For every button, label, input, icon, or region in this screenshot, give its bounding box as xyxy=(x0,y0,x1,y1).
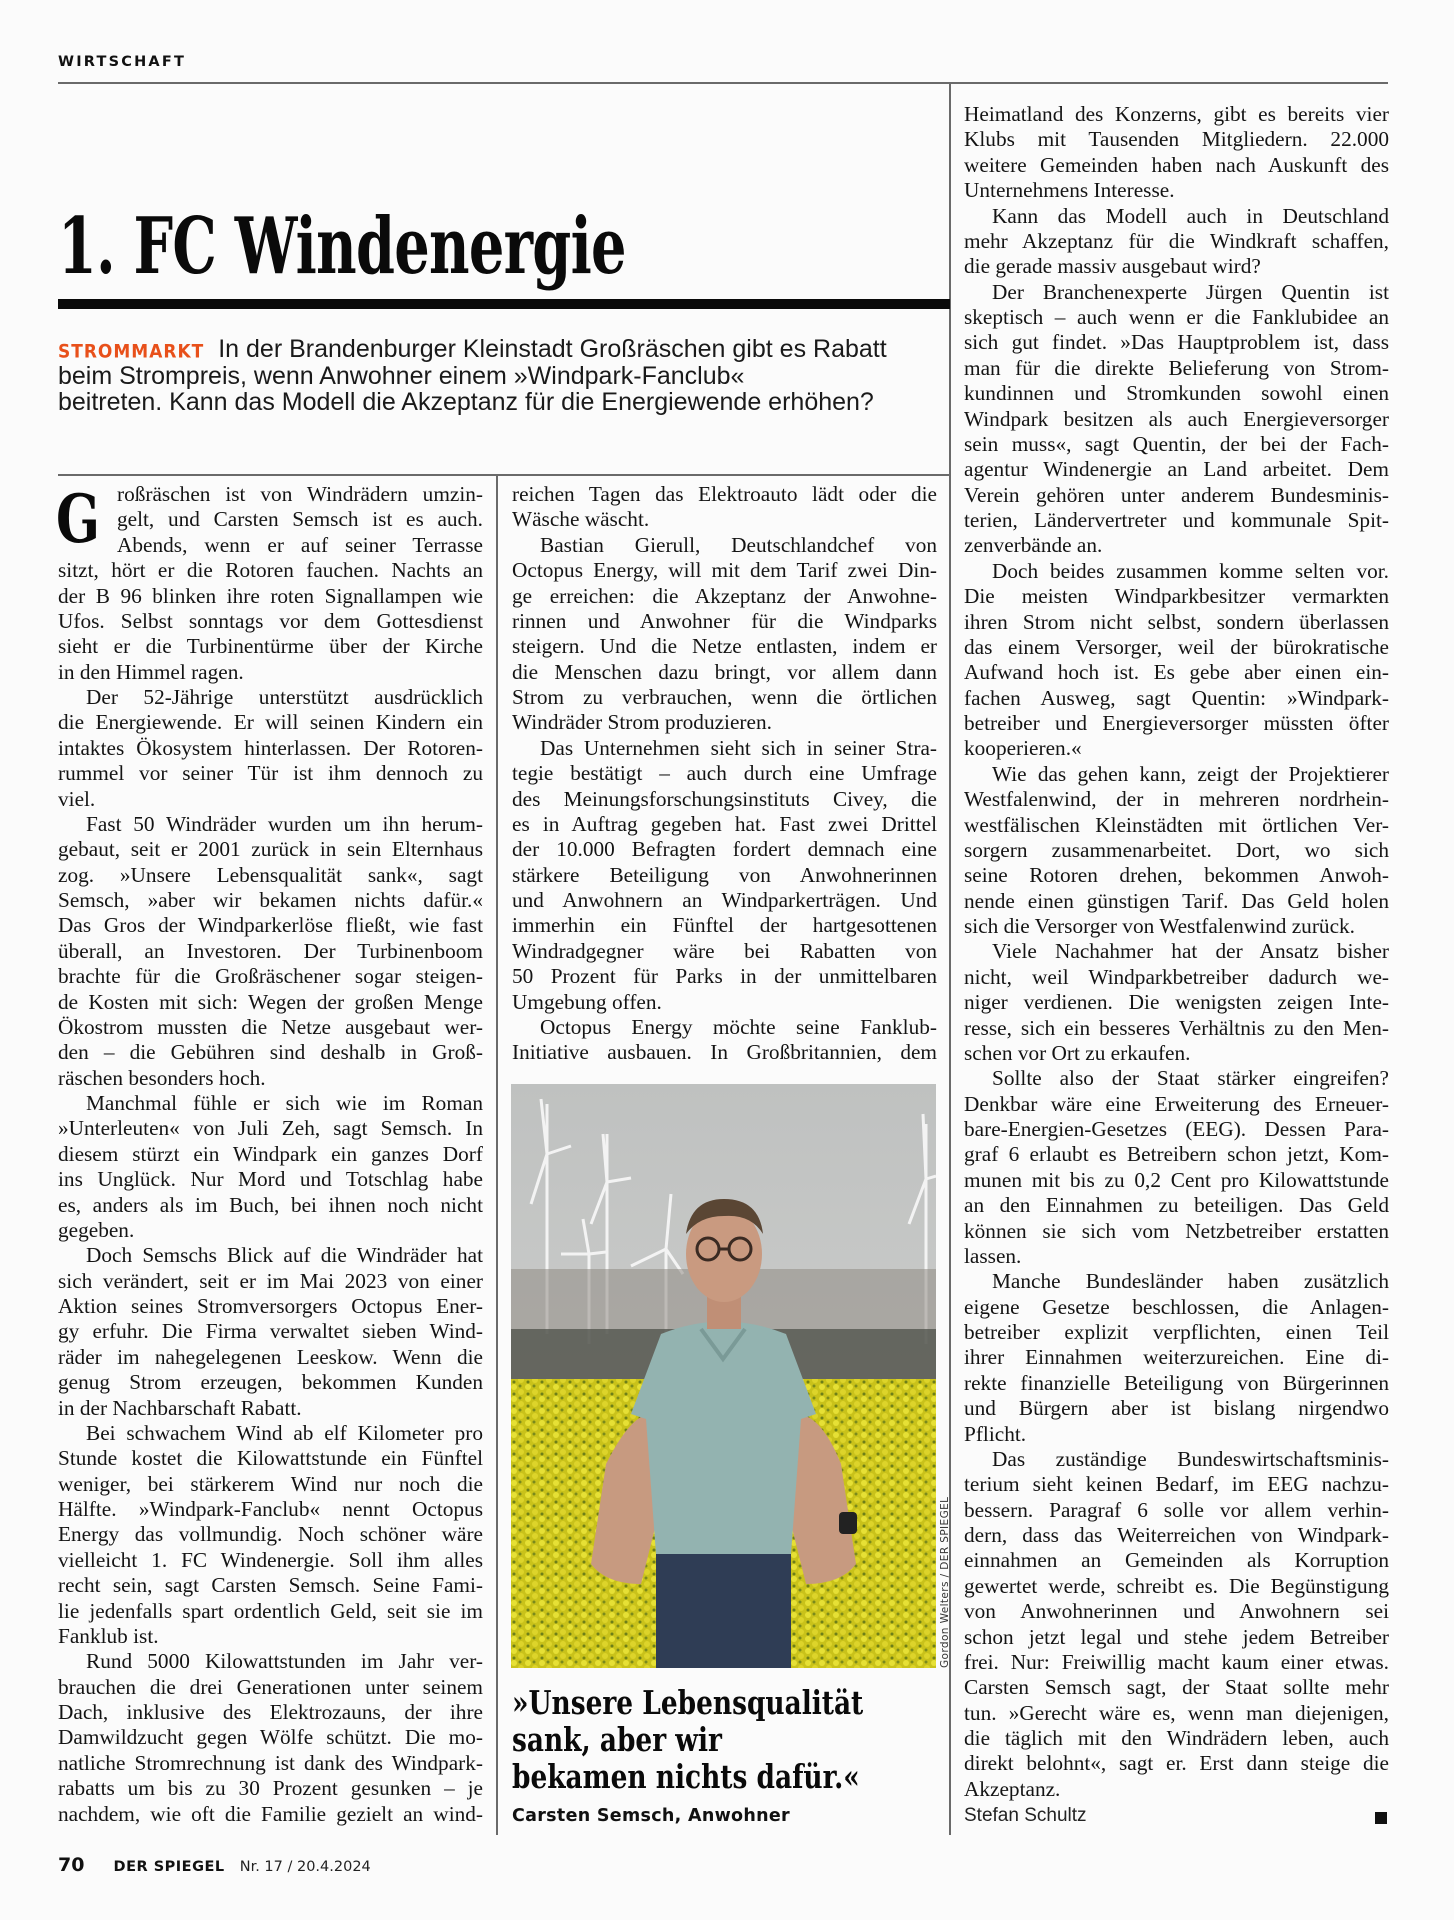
body-line: reichen Tagen das Elektroauto lädt oder die xyxy=(512,482,937,506)
body-line: man für die direkte Belieferung von Strom- xyxy=(964,355,1389,380)
end-mark-icon xyxy=(1375,1812,1387,1824)
body-line: Stunde kostet die Kilowattstunde ein Fünftel xyxy=(58,1446,483,1471)
body-line: weitere Gemeinden haben nach Auskunft des xyxy=(964,152,1389,177)
body-line: Damwildzucht gegen Wölfe schützt. Die mo- xyxy=(58,1725,483,1750)
body-line: Windradgegner wäre bei Rabatten von xyxy=(512,938,937,963)
body-line: gewertet werde, schreibt es. Die Begünstigung xyxy=(964,1573,1389,1598)
body-line: kundinnen und Stromkunden sowohl einen xyxy=(964,381,1389,406)
pull-quote-line: »Unsere Lebensqualität xyxy=(512,1683,864,1722)
body-line: Strom zu verbrauchen, wenn die örtlichen xyxy=(512,685,937,709)
body-line: den – die Gebühren sind deshalb in Groß- xyxy=(58,1040,483,1065)
body-line: 50 Prozent für Parks in der unmittelbaren xyxy=(512,964,937,989)
body-line: können sie sich vom Netzbetreiber erstatten xyxy=(964,1218,1389,1243)
body-line: Denkbar wäre eine Erweiterung des Erneuer- xyxy=(964,1091,1389,1116)
body-line: recht sein, sagt Carsten Semsch. Seine Fami- xyxy=(58,1573,483,1598)
body-line: Aktion seines Stromversorgers Octopus Ener- xyxy=(58,1294,483,1318)
body-line: dern, dass das Weiterreichen von Windpark- xyxy=(964,1523,1389,1547)
body-line: terien, Ländervertreter und kommunale Spit- xyxy=(964,508,1389,532)
body-line: in den Himmel ragen. xyxy=(58,659,244,684)
deck-text: In der Brandenburger Kleinstadt Großräschen gibt es Rabatt xyxy=(218,335,887,363)
column-divider-left xyxy=(496,475,498,1835)
article-title: 1. FC Windenergie xyxy=(58,201,626,292)
body-line: räder im nahegelegenen Leeskow. Wenn die xyxy=(58,1344,483,1369)
body-line: »Unterleuten« von Juli Zeh, sagt Semsch. In xyxy=(58,1116,483,1141)
body-line: die gerade massiv ausgebaut wird? xyxy=(964,254,1261,279)
body-line: gegeben. xyxy=(58,1217,135,1242)
body-line: bessern. Paragraf 6 solle vor allem verhin- xyxy=(964,1497,1389,1522)
body-line: schen vor Ort zu erkaufen. xyxy=(964,1040,1191,1065)
body-line: ihrer Einnahmen weiterzureichen. Eine di- xyxy=(964,1345,1389,1370)
body-line: Klubs mit Tausenden Mitgliedern. 22.000 xyxy=(964,127,1389,152)
body-line: Abends, wenn er auf seiner Terrasse xyxy=(117,532,483,557)
body-line: lie jedenfalls spart ordentlich Geld, seit sie im xyxy=(58,1598,483,1623)
body-line: Windpark besitzen als auch Energieversorger xyxy=(964,406,1389,431)
body-line: immerhin ein Fünftel der hartgesottenen xyxy=(512,913,937,938)
body-line: die Menschen dazu bringt, vor allem dann xyxy=(512,659,937,684)
body-line: Rund 5000 Kilowattstunden im Jahr ver- xyxy=(86,1649,483,1674)
body-column-1 xyxy=(58,482,483,1827)
body-line: viel. xyxy=(58,786,96,811)
pull-quote-line: bekamen nichts dafür.« xyxy=(512,1757,860,1796)
body-line: es in Auftrag gegeben hat. Fast zwei Drittel xyxy=(512,811,937,836)
body-line: und Bürgern aber ist bislang nirgendwo xyxy=(964,1396,1389,1421)
article-deck xyxy=(58,336,950,416)
body-line: agentur Windenergie an Land arbeitet. Dem xyxy=(964,457,1389,482)
body-line: Der 52-Jährige unterstützt ausdrücklich xyxy=(86,685,483,709)
body-line: kooperieren.« xyxy=(964,736,1082,761)
body-line: der B 96 blinken ihre roten Signallampen wie xyxy=(58,583,483,608)
body-line: Sollte also der Staat stärker eingreifen? xyxy=(992,1066,1389,1091)
photo-credit: Gordon Welters / DER SPIEGEL xyxy=(939,1496,951,1668)
body-line: tun. »Gerecht wäre es, wenn man diejenigen, xyxy=(964,1700,1389,1725)
body-line: Viele Nachahmer hat der Ansatz bisher xyxy=(992,939,1389,964)
section-label: WIRTSCHAFT xyxy=(58,54,187,70)
deck-line: beitreten. Kann das Modell die Akzeptanz für die Energiewende erhöhen? xyxy=(58,388,874,416)
magazine-name: DER SPIEGEL xyxy=(113,1859,225,1875)
body-line: Fast 50 Windräder wurden um ihn herum- xyxy=(86,811,483,836)
body-line: graf 6 erlaubt es Betreibern schon jetzt, Kom- xyxy=(964,1142,1389,1167)
body-line: gelt, und Carsten Semsch ist es auch. xyxy=(117,507,483,532)
deck-line xyxy=(58,336,950,363)
body-line: Manchmal fühle er sich wie im Roman xyxy=(86,1091,483,1115)
body-line: direkt belohnt«, sagt er. Erst dann steige die xyxy=(964,1751,1389,1776)
body-line: Die meisten Windparkbesitzer vermarkten xyxy=(964,584,1389,609)
body-line: zog. »Unsere Lebensqualität sank«, sagt xyxy=(58,862,483,887)
body-line: überall, an Investoren. Der Turbinenboom xyxy=(58,938,483,963)
body-line: lassen. xyxy=(964,1243,1022,1268)
body-line: Heimatland des Konzerns, gibt es bereits vier xyxy=(964,102,1389,126)
body-line: Umgebung offen. xyxy=(512,989,662,1014)
body-line: die Energiewende. Er will seinen Kindern ein xyxy=(58,710,483,735)
body-line: schon jetzt legal und stehe jedem Betreiber xyxy=(964,1624,1389,1649)
body-line: rummel vor seiner Tür ist ihm dennoch zu xyxy=(58,761,483,786)
body-line: Das Unternehmen sieht sich in seiner Stra- xyxy=(540,735,937,760)
body-line: Doch Semschs Blick auf die Windräder hat xyxy=(86,1243,483,1268)
body-line: des Meinungsforschungsinstituts Civey, die xyxy=(512,786,937,811)
body-line: seine Rotoren drehen, bekommen Anwoh- xyxy=(964,863,1389,888)
body-line: sieht er die Turbinentürme über der Kirche xyxy=(58,634,483,659)
drop-cap: G xyxy=(56,480,100,558)
body-line: Ökostrom mussten die Netze ausgebaut wer- xyxy=(58,1014,483,1039)
body-line: Windräder Strom produzieren. xyxy=(512,710,772,735)
body-line: frei. Nur: Freiwillig macht kaum einer etwas. xyxy=(964,1649,1389,1674)
body-line: intaktes Ökosystem hinterlassen. Der Rotoren- xyxy=(58,735,483,760)
body-line: fachen Ausweg, sagt Quentin: »Windpark- xyxy=(964,685,1389,710)
body-line: Akzeptanz. xyxy=(964,1776,1061,1801)
body-line: zenverbände an. xyxy=(964,533,1103,558)
body-line: bare-Energien-Gesetzes (EEG). Dessen Para- xyxy=(964,1117,1389,1141)
body-line: nachdem, wie oft die Familie gezielt an wind- xyxy=(58,1801,483,1826)
body-line: vielleicht 1. FC Windenergie. Soll ihm alles xyxy=(58,1547,483,1572)
body-line: nicht, weil Windparkbetreiber dadurch we- xyxy=(964,964,1389,989)
body-line: Unternehmens Interesse. xyxy=(964,178,1175,203)
body-line: Pflicht. xyxy=(964,1421,1027,1446)
body-line: einnahmen an Gemeinden als Korruption xyxy=(964,1548,1389,1573)
body-line: Wäsche wäscht. xyxy=(512,507,650,532)
body-line: das einem Versorger, weil der bürokratische xyxy=(964,634,1389,659)
body-line: Semsch, »aber wir bekamen nichts dafür.« xyxy=(58,888,483,912)
body-line: terium sieht keinen Bedarf, im EEG nachzu- xyxy=(964,1472,1389,1497)
body-line: Fanklub ist. xyxy=(58,1623,159,1648)
body-line: gebaut, seit er 2001 zurück in sein Elternhaus xyxy=(58,837,483,862)
body-line: eigene Gesetze beschlossen, die Anlagen- xyxy=(964,1294,1389,1319)
body-line: genug Strom erzeugen, bekommen Kunden xyxy=(58,1370,483,1395)
body-line: diesem stürzt ein Windpark ein ganzes Dorf xyxy=(58,1141,483,1166)
body-line: in der Nachbarschaft Rabatt. xyxy=(58,1395,302,1420)
pull-quote xyxy=(512,1684,863,1795)
body-line: Hälfte. »Windpark-Fanclub« nennt Octopus xyxy=(58,1497,483,1521)
body-line: Der Branchenexperte Jürgen Quentin ist xyxy=(992,279,1389,304)
body-line: Carsten Semsch sagt, der Staat sollte mehr xyxy=(964,1675,1389,1700)
body-line: rekte finanzielle Beteiligung von Bürgerinnen xyxy=(964,1370,1389,1395)
body-line: stärkere Beteiligung von Anwohnerinnen xyxy=(512,862,937,887)
body-line: Wie das gehen kann, zeigt der Projektierer xyxy=(992,761,1389,786)
body-line: Dach, inklusive des Elektrozauns, der ihre xyxy=(58,1700,483,1724)
body-line: der 10.000 Befragten fordert demnach eine xyxy=(512,837,937,862)
body-line: mehr Akzeptanz für die Windkraft schaffen, xyxy=(964,228,1389,253)
issue-info: Nr. 17 / 20.4.2024 xyxy=(239,1859,371,1875)
body-line: de Kosten mit sich: Wegen der großen Menge xyxy=(58,989,483,1014)
body-column-2 xyxy=(512,482,937,1066)
body-line: Westfalenwind, der in mehreren nordrhein- xyxy=(964,787,1389,812)
body-line: Manche Bundesländer haben zusätzlich xyxy=(992,1269,1389,1294)
body-line: Verein gehören unter anderem Bundesminis- xyxy=(964,482,1389,507)
deck-rule xyxy=(58,474,950,476)
body-line: Kann das Modell auch in Deutschland xyxy=(992,203,1389,228)
body-line: resse, sich ein besseres Verhältnis zu den Men- xyxy=(964,1015,1389,1040)
article-photo xyxy=(511,1084,936,1668)
deck-line: beim Strompreis, wenn Anwohner einem »Windpark-Fanclub« xyxy=(58,361,745,390)
body-line: Initiative ausbauen. In Großbritannien, dem xyxy=(512,1040,937,1065)
body-line: sorgern zusammenarbeitet. Dort, wo sich xyxy=(964,837,1389,862)
body-line: ihren Strom nicht selbst, sondern überlassen xyxy=(964,609,1389,634)
body-line: Doch beides zusammen komme selten vor. xyxy=(992,558,1389,583)
body-line: die täglich mit den Windrädern leben, auch xyxy=(964,1726,1389,1750)
body-line: munen mit bis zu 0,2 Cent pro Kilowattstunde xyxy=(964,1167,1389,1192)
body-line: Ufos. Selbst sonntags vor dem Gottesdienst xyxy=(58,608,483,633)
body-line: westfälischen Kleinstädten mit örtlichen Ver- xyxy=(964,812,1389,837)
body-line: betreiber und Energieversorger müssten öfter xyxy=(964,711,1389,735)
body-line: ins Unglück. Nur Mord und Totschlag habe xyxy=(58,1167,483,1192)
body-line: sich die Versorger von Westfalenwind zurück. xyxy=(964,914,1355,938)
body-line: sitzt, hört er die Rotoren fauchen. Nachts an xyxy=(58,558,483,583)
body-line: räschen besonders hoch. xyxy=(58,1065,266,1090)
pull-quote-attribution: Carsten Semsch, Anwohner xyxy=(512,1806,790,1826)
body-line: und Anwohnern an Windparkerträgen. Und xyxy=(512,888,937,912)
body-line: Octopus Energy, will mit dem Tarif zwei Din- xyxy=(512,558,937,583)
photo-illustration xyxy=(511,1084,936,1668)
body-line: rabatts um bis zu 30 Prozent gesunken – je xyxy=(58,1776,483,1801)
body-line: brachte für die Großräschener sogar steigen- xyxy=(58,964,483,989)
body-line: gy erfuhr. Die Firma verwaltet sieben Wind- xyxy=(58,1319,483,1344)
page-footer xyxy=(58,1854,371,1876)
body-line: Energy das vollmundig. Noch schöner wäre xyxy=(58,1522,483,1547)
body-line: roßräschen ist von Windrädern umzin- xyxy=(117,482,483,506)
body-line: Das zuständige Bundeswirtschaftsminis- xyxy=(992,1446,1389,1471)
pull-quote-line: sank, aber wir xyxy=(512,1720,722,1759)
body-line: weniger, bei stärkerem Wind nur noch die xyxy=(58,1471,483,1496)
body-line: an den Einnahmen zu beteiligen. Das Geld xyxy=(964,1193,1389,1218)
title-rule xyxy=(58,299,950,309)
body-line: sich verändert, seit er im Mai 2023 von einer xyxy=(58,1268,483,1293)
body-line: nende einen günstigen Tarif. Das Geld holen xyxy=(964,888,1389,913)
body-line: Aufwand hoch ist. Es gebe aber einen ein- xyxy=(964,660,1389,685)
body-line: sein muss«, sagt Quentin, der bei der Fach- xyxy=(964,431,1389,456)
page-number: 70 xyxy=(58,1854,85,1876)
body-line: tegie bestätigt – auch durch eine Umfrage xyxy=(512,761,937,786)
body-line: Bei schwachem Wind ab elf Kilometer pro xyxy=(86,1420,483,1445)
deck-kicker: STROMMARKT xyxy=(58,340,205,363)
body-line: niger verdienen. Die wenigsten zeigen Inte- xyxy=(964,990,1389,1015)
body-line: von Anwohnerinnen und Anwohnern sei xyxy=(964,1599,1389,1624)
body-line: sich gut findet. »Das Hauptproblem ist, dass xyxy=(964,330,1389,355)
author-byline: Stefan Schultz xyxy=(964,1805,1087,1826)
top-rule xyxy=(58,82,1388,84)
body-line: Das Gros der Windparkerlöse fließt, wie fast xyxy=(58,913,483,938)
body-column-3 xyxy=(964,102,1389,1802)
body-line: rinnen und Anwohner für die Windparks xyxy=(512,608,937,633)
body-line: brauchen die drei Generationen unter seinem xyxy=(58,1674,483,1699)
body-line: Octopus Energy möchte seine Fanklub- xyxy=(540,1014,937,1039)
body-line: ge erreichen: die Akzeptanz der Anwohne- xyxy=(512,583,937,608)
body-line: es, anders als im Buch, bei ihnen noch nicht xyxy=(58,1192,483,1217)
body-line: Bastian Gierull, Deutschlandchef von xyxy=(540,532,937,557)
body-line: steigern. Und die Netze entlasten, indem er xyxy=(512,634,937,659)
body-line: skeptisch – auch wenn er die Fanklubidee an xyxy=(964,305,1389,329)
body-line: betreiber explizit verpflichten, einen Teil xyxy=(964,1320,1389,1344)
body-line: natliche Stromrechnung ist dank des Windpark- xyxy=(58,1750,483,1775)
